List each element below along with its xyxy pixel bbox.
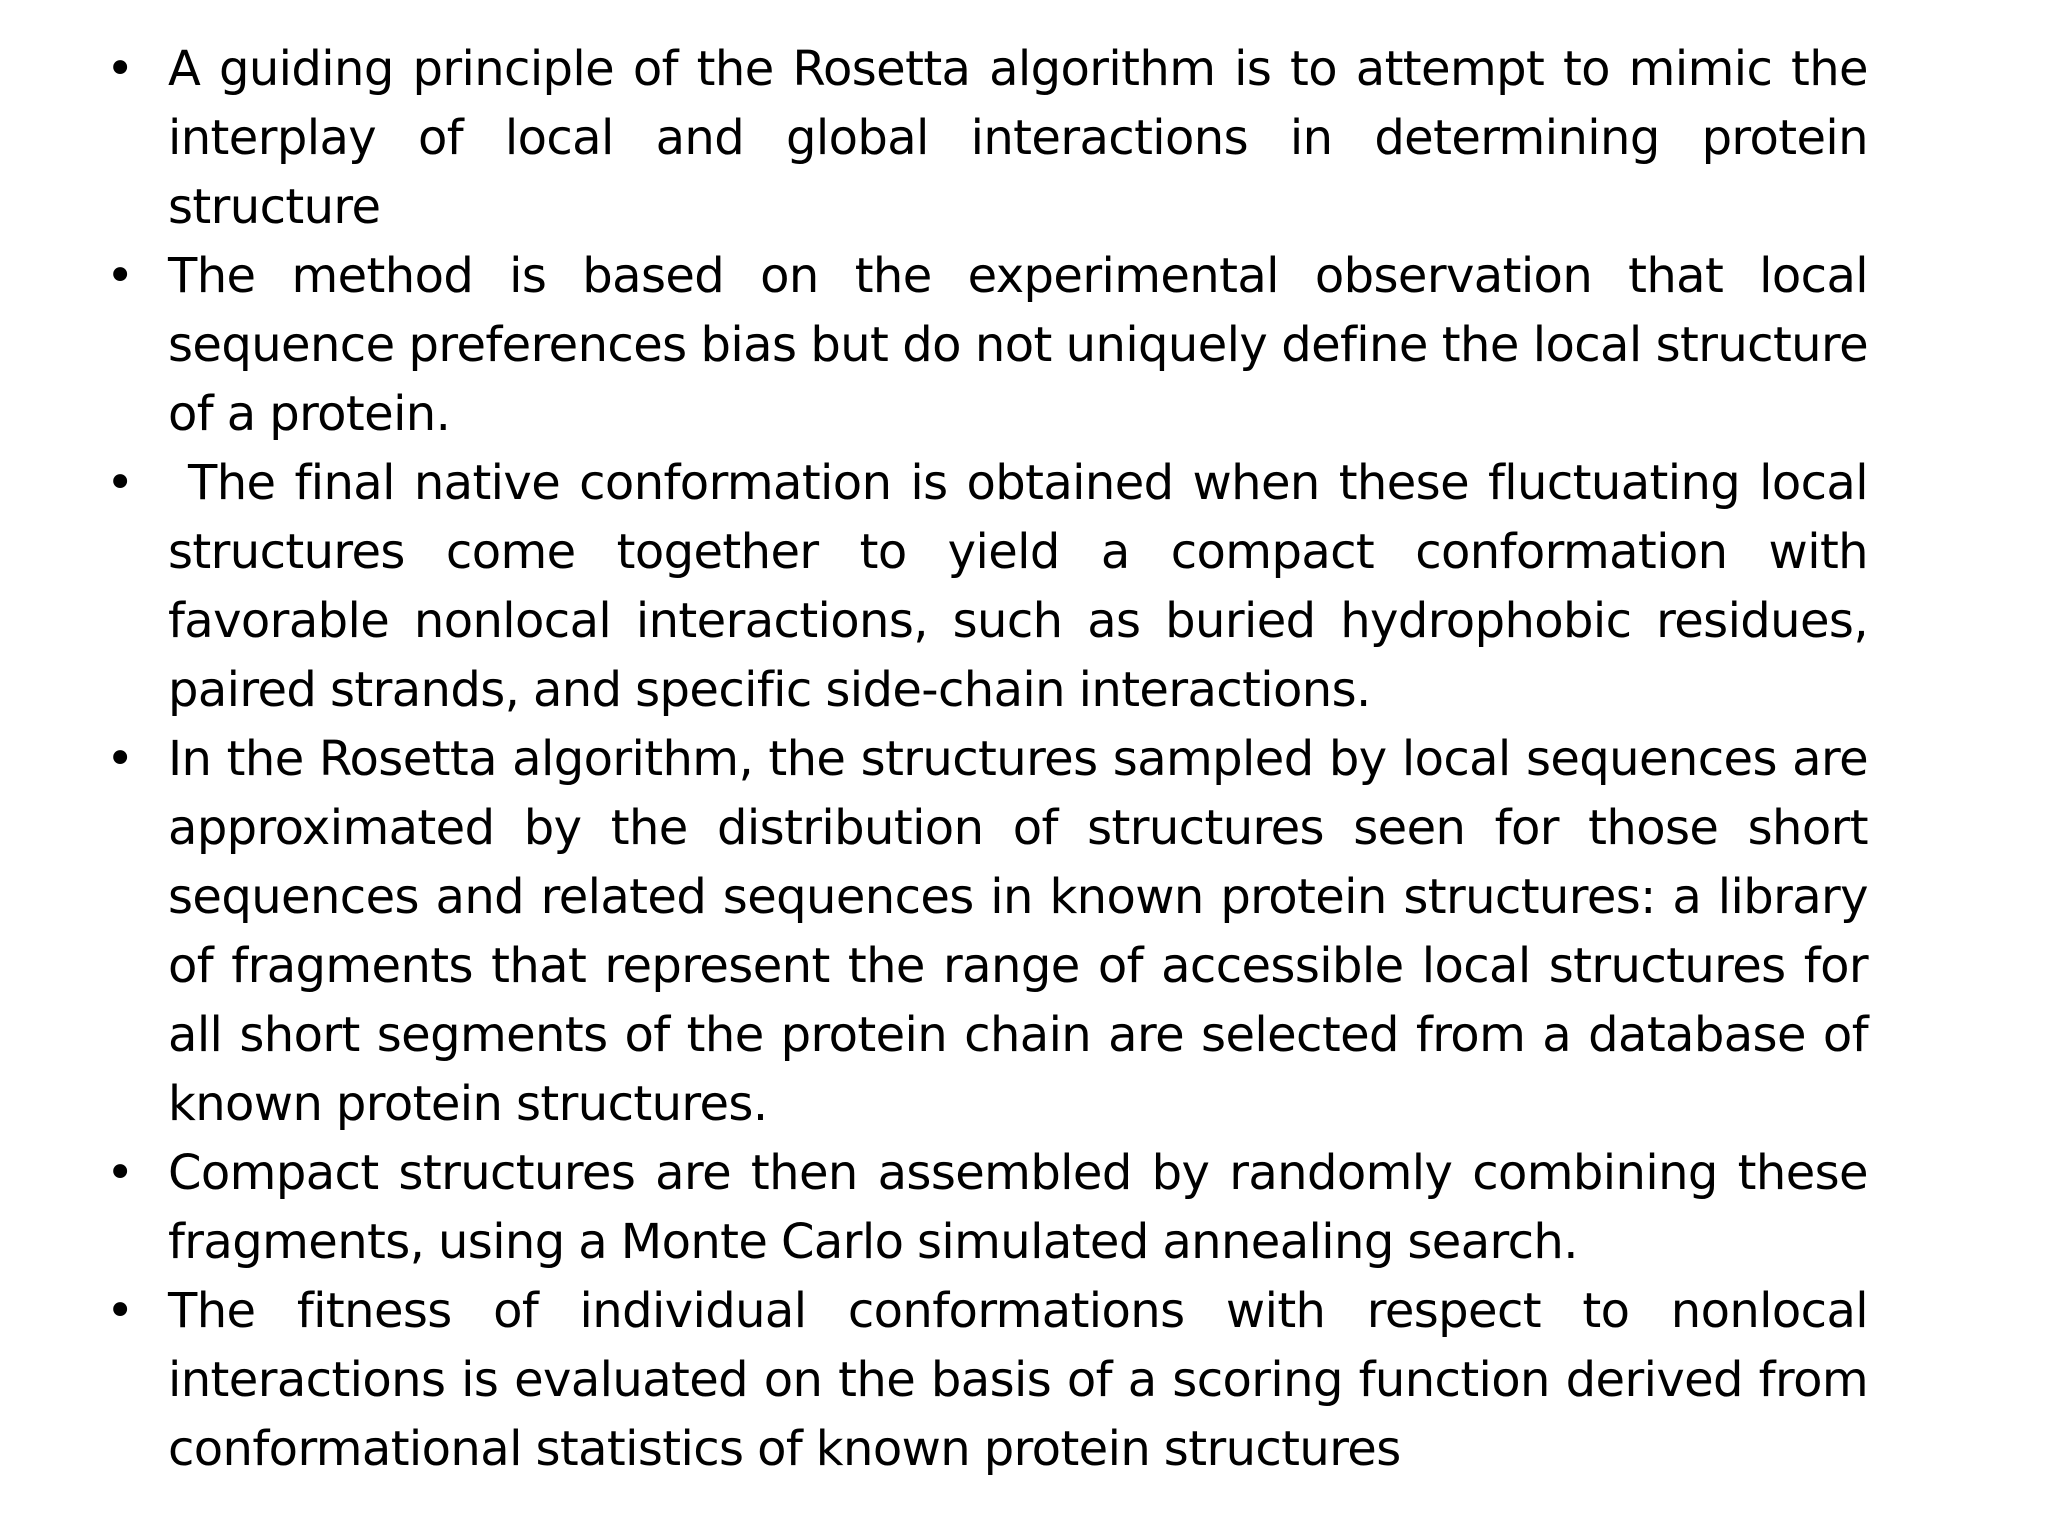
bullet-item-6 <box>100 1277 1868 1484</box>
bullet-item-4 <box>100 725 1868 1139</box>
bullet-text: The fitness of individual conformations with respect to nonlocal interactions is evaluated on the basis of a scoring function derived from conformational statistics of known protein structures <box>168 1283 1868 1477</box>
bullet-dot-icon <box>106 242 134 311</box>
bullet-item-2 <box>100 242 1868 449</box>
bullet-dot-icon <box>106 1277 134 1346</box>
bullet-text: The method is based on the experimental observation that local sequence preferences bias but do not uniquely define the local structure of a protein. <box>168 248 1868 442</box>
bullet-item-1 <box>100 35 1868 242</box>
bullet-text: In the Rosetta algorithm, the structures sampled by local sequences are approximated by the distribution of structures seen for those short sequences and related sequences in known protein structures: a library of fragments that represent the range of accessible local structures for all short segments of the protein chain are selected from a database of known protein structures. <box>168 731 1868 1132</box>
bullet-list <box>100 35 1882 1484</box>
bullet-dot-icon <box>106 1139 134 1208</box>
bullet-dot-icon <box>106 725 134 794</box>
bullet-text: A guiding principle of the Rosetta algorithm is to attempt to mimic the interplay of local and global interactions in determining protein structure <box>168 41 1868 235</box>
bullet-text: Compact structures are then assembled by randomly combining these fragments, using a Monte Carlo simulated annealing search. <box>168 1145 1868 1270</box>
bullet-item-3 <box>100 449 1882 725</box>
bullet-dot-icon <box>106 35 134 104</box>
bullet-item-5 <box>100 1139 1868 1277</box>
bullet-text: The final native conformation is obtained when these fluctuating local structures come together to yield a compact conformation with favorable nonlocal interactions, such as buried hydrophobic residues, paired strands, and specific side-chain interactions. <box>168 455 1882 718</box>
bullet-dot-icon <box>106 449 134 518</box>
